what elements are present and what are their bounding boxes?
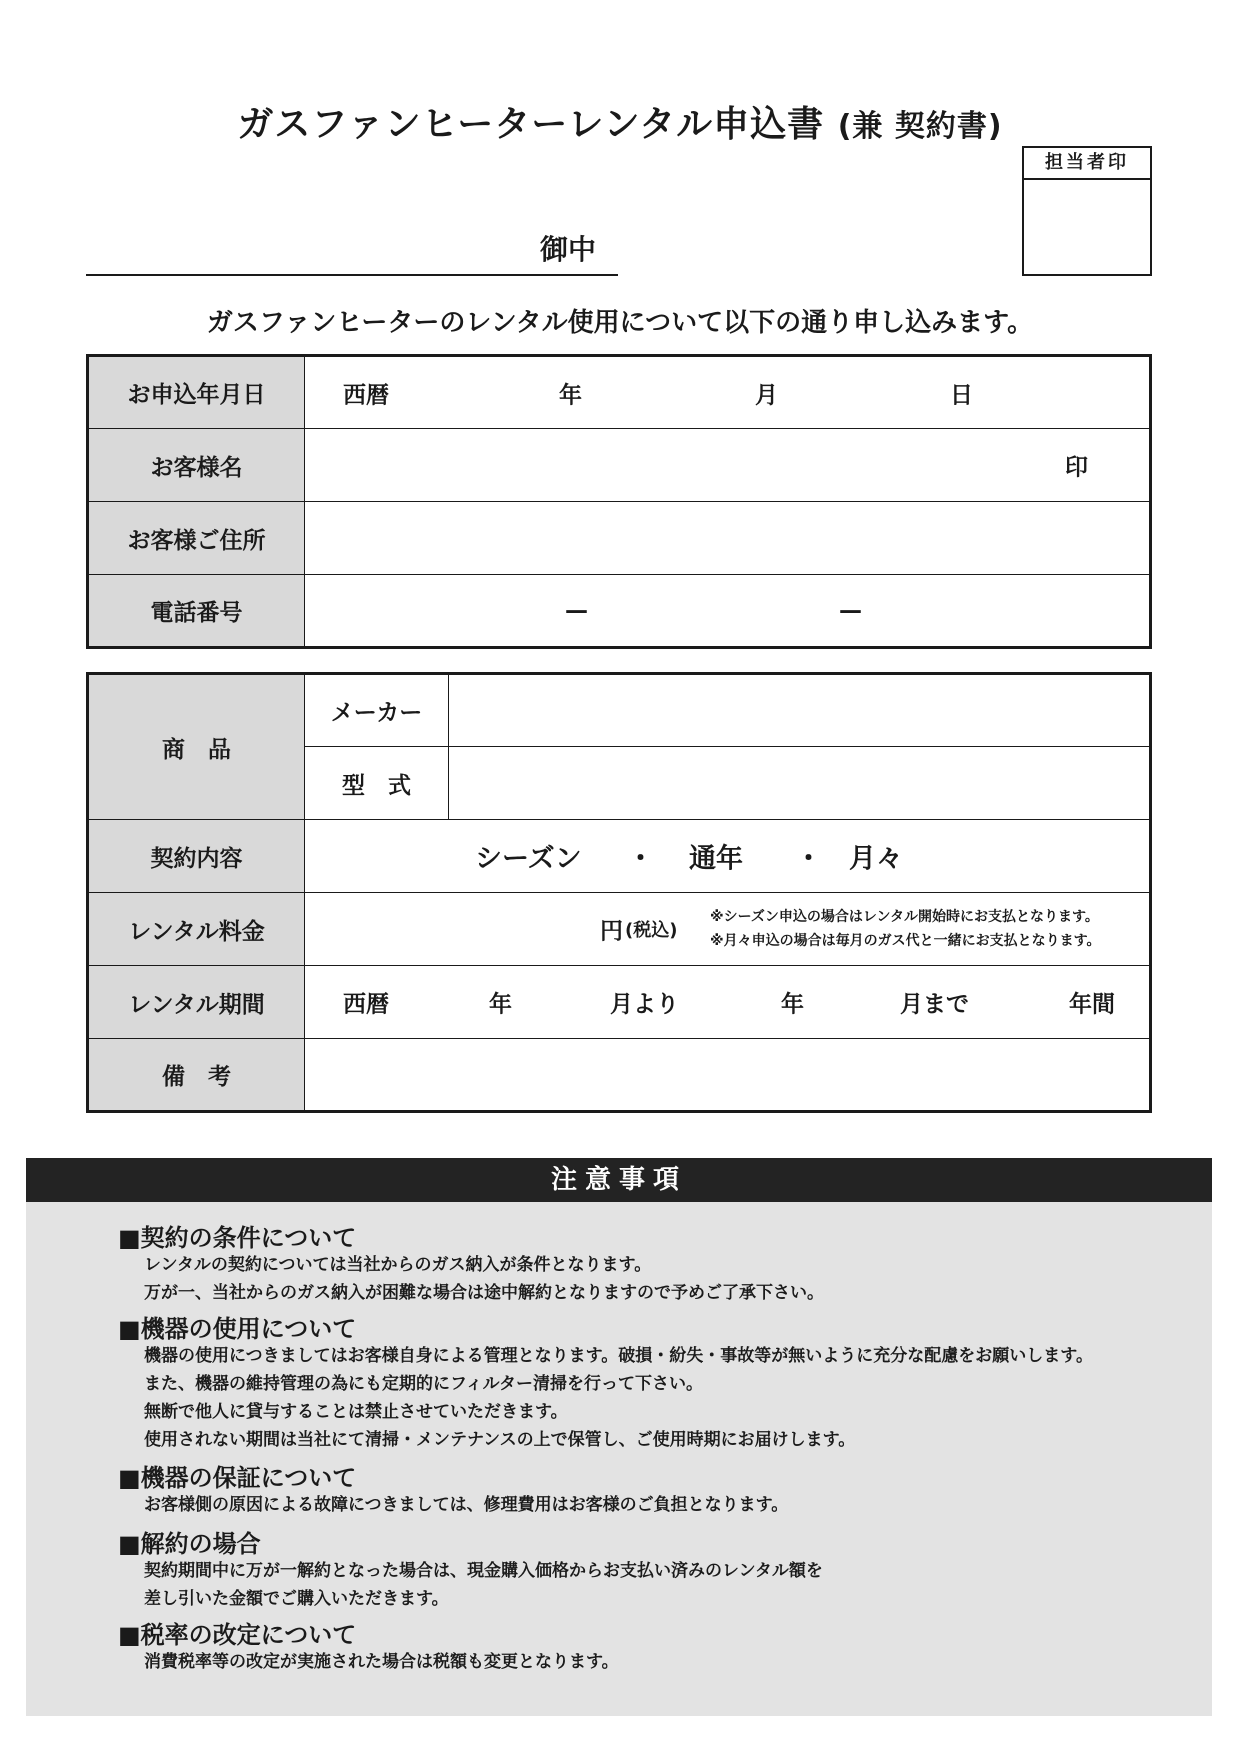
contract-content-options	[305, 820, 1151, 893]
customer-name-field[interactable]	[305, 429, 1151, 502]
date-day: 日	[950, 382, 973, 408]
fee-note-1: ※シーズン申込の場合はレンタル開始時にお支払となります。	[710, 909, 1099, 925]
date-month: 月	[755, 382, 778, 408]
notice-section-title: ■機器の保証について	[118, 1464, 357, 1492]
notice-line: 機器の使用につきましてはお客様自身による管理となります。破損・紛失・事故等が無いように充分な配慮をお願いします。	[144, 1346, 1093, 1366]
fee-yen: 円	[600, 918, 623, 945]
table-row	[88, 575, 1151, 648]
table-row	[88, 674, 1151, 747]
table-row	[88, 1039, 1151, 1112]
table-row	[88, 429, 1151, 502]
applicant-table	[86, 354, 1152, 649]
notice-section-title: ■契約の条件について	[118, 1224, 357, 1252]
table-row	[88, 502, 1151, 575]
customer-name-label: お客様名	[88, 429, 305, 502]
period-era: 西暦	[343, 991, 389, 1018]
intro-text: ガスファンヒーターのレンタル使用について以下の通り申し込みます。	[206, 308, 1034, 338]
product-label: 商 品	[88, 674, 305, 820]
notice-section-title: ■解約の場合	[118, 1530, 261, 1558]
notice-line: 消費税率等の改定が実施された場合は税額も変更となります。	[144, 1652, 619, 1672]
table-row	[88, 820, 1151, 893]
contract-table	[86, 672, 1152, 1113]
staff-stamp-label: 担当者印	[1024, 148, 1150, 180]
rental-fee-field[interactable]	[305, 893, 1151, 966]
phone-dash-2: —	[839, 597, 862, 624]
model-label: 型 式	[305, 747, 449, 820]
rental-period-field[interactable]	[305, 966, 1151, 1039]
notice-line: 無断で他人に貸与することは禁止させていただきます。	[144, 1402, 568, 1422]
rental-period-label: レンタル期間	[88, 966, 305, 1039]
phone-field[interactable]	[305, 575, 1151, 648]
notice-line: 差し引いた金額でご購入いただきます。	[144, 1589, 449, 1609]
remarks-label: 備 考	[88, 1039, 305, 1112]
recipient-suffix: 御中	[540, 233, 597, 266]
form-title	[0, 96, 1240, 147]
phone-label: 電話番号	[88, 575, 305, 648]
address-field[interactable]	[305, 502, 1151, 575]
period-year-1: 年	[489, 991, 512, 1018]
phone-dash-1: —	[565, 597, 588, 624]
notice-line: また、機器の維持管理の為にも定期的にフィルター清掃を行って下さい。	[144, 1374, 703, 1394]
maker-field[interactable]	[449, 674, 1151, 747]
notice-header: 注意事項	[26, 1158, 1212, 1202]
maker-label: メーカー	[305, 674, 449, 747]
address-label: お客様ご住所	[88, 502, 305, 575]
notice-section-title: ■税率の改定について	[118, 1621, 357, 1649]
option-season[interactable]: シーズン	[475, 843, 582, 875]
option-dot-1: ・	[627, 843, 654, 875]
fee-notes	[710, 905, 1101, 953]
model-field[interactable]	[449, 747, 1151, 820]
recipient-name-field[interactable]	[86, 274, 618, 276]
date-era: 西暦	[343, 382, 389, 408]
period-year-2: 年	[781, 991, 804, 1018]
table-row	[88, 893, 1151, 966]
option-dot-2: ・	[795, 843, 822, 875]
fee-note-2: ※月々申込の場合は毎月のガス代と一緒にお支払となります。	[710, 933, 1101, 949]
table-row	[88, 356, 1151, 429]
fee-tax: (税込)	[625, 920, 678, 941]
title-sub: (兼 契約書)	[837, 109, 1003, 144]
period-month-to: 月まで	[900, 991, 969, 1018]
contract-content-label: 契約内容	[88, 820, 305, 893]
title-main: ガスファンヒーターレンタル申込書	[237, 104, 825, 145]
notice-line: お客様側の原因による故障につきましては、修理費用はお客様のご負担となります。	[144, 1495, 789, 1515]
notice-line: 契約期間中に万が一解約となった場合は、現金購入価格からお支払い済みのレンタル額を	[144, 1561, 823, 1581]
notice-section-title: ■機器の使用について	[118, 1315, 357, 1343]
option-year[interactable]: 通年	[689, 843, 743, 875]
period-month-from: 月より	[610, 991, 679, 1018]
notice-line: 万が一、当社からのガス納入が困難な場合は途中解約となりますので予めご了承下さい。	[144, 1283, 824, 1303]
staff-stamp-box[interactable]	[1022, 146, 1152, 276]
option-month[interactable]: 月々	[849, 843, 903, 875]
notice-line: 使用されない期間は当社にて清掃・メンテナンスの上で保管し、ご使用時期にお届けします。	[144, 1430, 856, 1450]
rental-fee-label: レンタル料金	[88, 893, 305, 966]
date-label: お申込年月日	[88, 356, 305, 429]
date-field[interactable]	[305, 356, 1151, 429]
table-row	[88, 966, 1151, 1039]
seal-mark: 印	[1065, 454, 1088, 481]
notice-line: レンタルの契約については当社からのガス納入が条件となります。	[144, 1255, 652, 1275]
date-year: 年	[559, 382, 582, 408]
remarks-field[interactable]	[305, 1039, 1151, 1112]
period-years: 年間	[1069, 991, 1115, 1018]
notice-body	[26, 1202, 1212, 1716]
